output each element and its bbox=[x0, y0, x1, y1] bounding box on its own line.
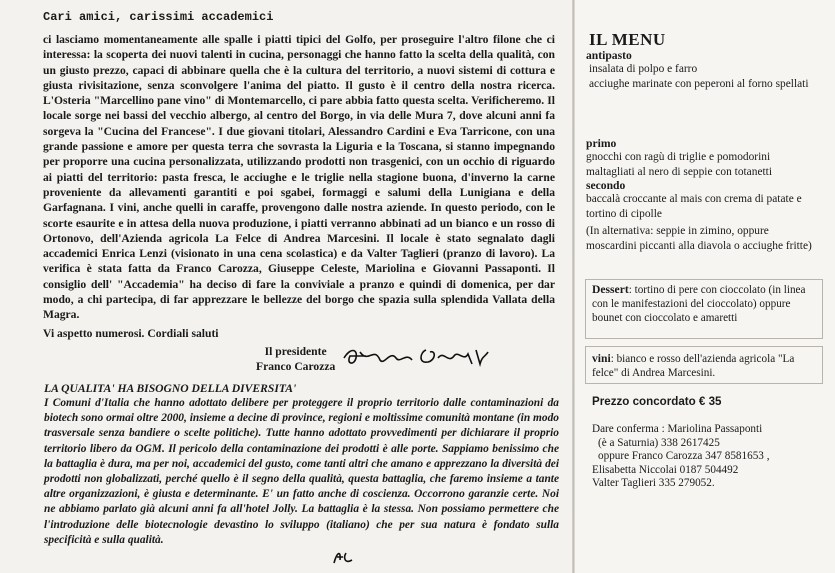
menu-item: insalata di polpo e farro bbox=[589, 63, 698, 75]
alternative-note bbox=[586, 224, 816, 253]
contact-list bbox=[592, 423, 827, 491]
section-antipasto bbox=[586, 49, 816, 91]
menu-item: acciughe marinate con peperoni al forno spellati bbox=[589, 77, 809, 90]
vini-text: : bianco e rosso dell'azienda agricola "La felce" di Andrea Marcesini. bbox=[592, 353, 795, 379]
essay-title: LA QUALITA' HA BISOGNO DELLA DIVERSITA' bbox=[44, 382, 297, 395]
letter-signoff: Vi aspetto numerosi. Cordiali saluti bbox=[43, 327, 219, 340]
letter-body: ci lasciamo momentaneamente alle spalle i piatti tipici del Golfo, per proseguire l'altro filone che ci interessa: la scoperta dei nuovi talenti in cucina, personaggi che hanno fatto la scelta della qualità, con un giusto prezzo, capaci di abbinare quella che è la cultura del territorio, a nuovi sistemi di cottura e giusta rivisitazione, senza sconvolgere l'anima del piatto. Il gusto è il centro della nostra ricerca. L'Osteria "Marcellino pane vino" di Montemarcello, ci pare abbia fatto questa scelta. Verificheremo. Il locale sorge nei bassi del vecchio albergo, al centro del Borgo, in via delle Mura 7, dove alcuni anni fa sorgeva la "Cucina del Francese". I due giovani titolari, Alessandro Cardini e Eva Tarricone, con una grande passione e amore per questa terra che sovrasta la Liguria e la Toscana, si stanno impegnando per proporre una cucina personalizzata, utilizzando prodotti non trasgenici, con un occhio di riguardo ai piatti del territorio: pasta fresca, le acciughe e le triglie nella stagione buona, d'inverno la carne proveniente da allevamenti garantiti e poi sgabei, formaggi e salumi della Lunigiana e della Garfagnana. I vini, anche quelli in caraffe, provengono dalle nostra aziende. In questo periodo, con le scorte esaurite e in attesa della nuova produzione, i piatti verranno abbinati ad un bianco e un rosso di Ortonovo, dell'Azienda agricola La Felce di Andrea Marcesini. Il locale è stato segnalato dagli accademici Enrica Lenzi (visionato in una cena scolastica) e da Valter Taglieri (pranzo di lavoro). La verifica è stata fatta da Franco Carozza, Giuseppe Celeste, Mariolina e Giovanni Passaponti. Il consiglio dell' "Accademia" ha deciso di fare la conviviale a pranzo e quindi di domenica, per dar modo, a chi partecipa, di far apprezzare le bellezze del borgo che spazia sulla splendida Vallata della Magra. bbox=[43, 33, 555, 322]
signer-role: Il presidente bbox=[264, 345, 327, 358]
contact-line: oppure Franco Carozza 347 8581653 , bbox=[598, 450, 770, 463]
section-primo bbox=[586, 137, 816, 221]
handwritten-initials bbox=[331, 548, 355, 566]
section-vini bbox=[592, 352, 818, 380]
secondo-label: secondo bbox=[586, 179, 626, 192]
menu-item: gnocchi con ragù di triglie e pomodorini bbox=[586, 151, 771, 163]
signer-block bbox=[256, 344, 335, 374]
contact-line: (è a Saturnia) 338 2617425 bbox=[598, 436, 720, 449]
menu-item: baccalà croccante al mais con crema di patate e tortino di cipolle bbox=[586, 193, 802, 220]
alternative-text: (In alternativa: seppie in zimino, oppure moscardini piccanti alla diavola o acciughe fritte) bbox=[586, 225, 812, 252]
section-dessert bbox=[592, 283, 818, 325]
signer-name: Franco Carozza bbox=[256, 360, 336, 373]
price-line: Prezzo concordato € 35 bbox=[592, 395, 722, 408]
essay-body: I Comuni d'Italia che hanno adottato delibere per proteggere il proprio territorio dalle contaminazioni da biotech sono ormai oltre 2000, insieme a decine di province, regioni e moltissime comunità montane (in modo trasversale senza bandiere o scelte politiche). Tutte hanno adottato provvedimenti per dichiarare il proprio territorio libero da OGM. Il pericolo della contaminazione dei prodotti è alle porte. Sappiamo benissimo che la battaglia è dura, ma per noi, accademici del gusto, come tanti altri che amano e apprezzano la diversità dei prodotti non globalizzati, perché quello è il segno della qualità, questa battaglia, che faremo insieme a tante altre organizzazioni, è giusta e determinante. E' un fatto anche di coscienza. Occorrono garanzie certe. Noi ne abbiamo parlato già alcuni anni fa all'hotel Jolly. La battaglia è la stessa. Non possiamo permettere che l'introduzione delle biotecnologie devastino lo sviluppo (italiano) che per sua natura è fondato sulla specificità e sulla qualità. bbox=[44, 397, 559, 546]
vini-label: vini bbox=[592, 352, 611, 365]
menu-item: maltagliati al nero di seppie con totanetti bbox=[586, 165, 772, 178]
contact-line: Elisabetta Niccolai 0187 504492 bbox=[592, 463, 739, 476]
menu-page bbox=[575, 0, 835, 573]
primo-label: primo bbox=[586, 137, 617, 150]
contact-line: Valter Taglieri 335 279052. bbox=[592, 477, 715, 490]
handwritten-signature bbox=[340, 342, 490, 370]
dessert-text: : tortino di pere con cioccolato (in linea con le manifestazioni del cioccolato) oppure bounet con cioccolato e amaretti bbox=[592, 284, 806, 324]
dessert-label: Dessert bbox=[592, 283, 629, 296]
menu-title: IL MENU bbox=[589, 30, 666, 49]
letter-greeting: Cari amici, carissimi accademici bbox=[43, 10, 274, 24]
contact-line: Dare conferma : Mariolina Passaponti bbox=[592, 423, 763, 435]
antipasto-label: antipasto bbox=[586, 49, 632, 62]
